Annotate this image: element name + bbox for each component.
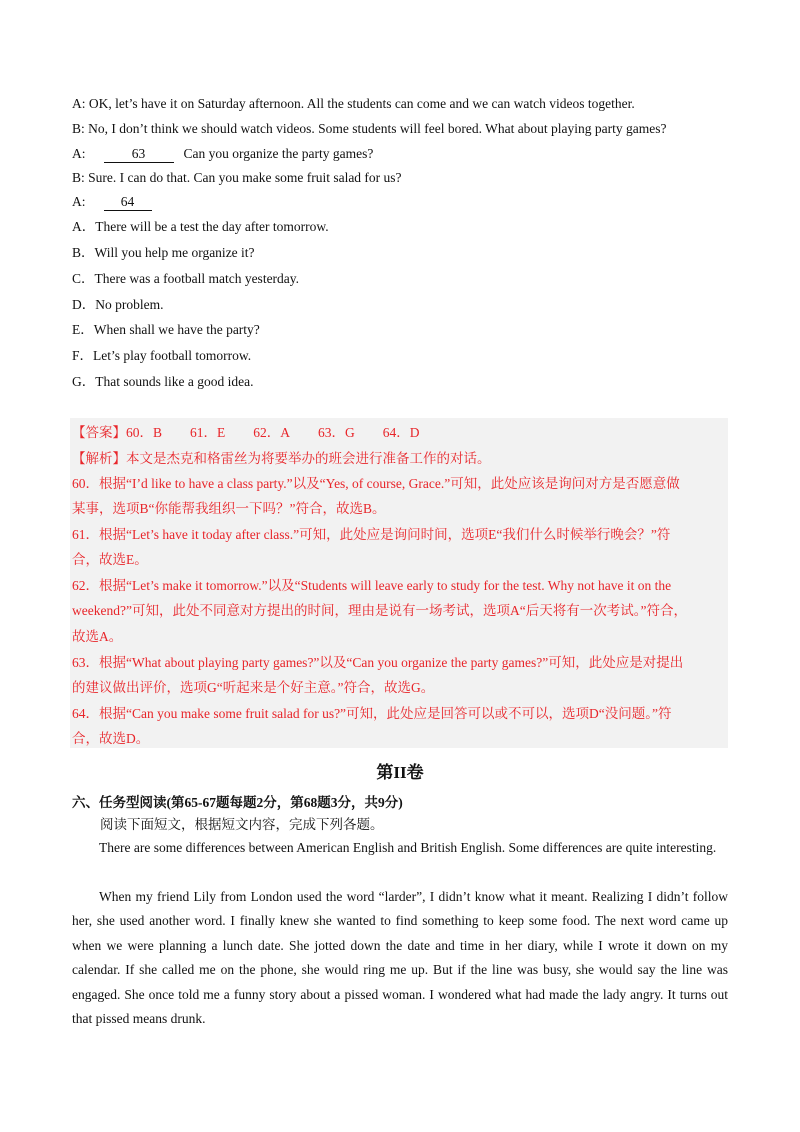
passage-paragraph: [72, 885, 728, 1031]
dialogue-line: B: No, I don’t think we should watch videos. Some students will feel bored. What about playing party games?: [72, 121, 667, 136]
analysis-line: 64．根据“Can you make some fruit salad for us?”可知，此处应是回答可以或不可以，选项D“没问题。”符: [72, 706, 672, 721]
answer-item: 63．G: [318, 425, 355, 440]
answer-item: 62．A: [253, 425, 291, 440]
analysis-line: 62．根据“Let’s make it tomorrow.”以及“Students will leave early to study for the test. Why not have it on the: [72, 578, 672, 593]
analysis-line: 61．根据“Let’s have it today after class.”可知，此处应是询问时间，选项E“我们什么时候举行晚会？”符: [72, 527, 671, 542]
dialogue-line: [72, 145, 373, 163]
analysis-line: 合，故选D。: [72, 731, 150, 746]
answer-line: [72, 424, 448, 442]
passage-paragraph: [72, 836, 728, 860]
blank-64: 64: [104, 194, 152, 211]
analysis-line: 某事，选项B“你能帮我组织一下吗？”符合，故选B。: [72, 501, 386, 516]
analysis-line: weekend?”可知，此处不同意对方提出的时间，理由是说有一场考试，选项A“后天将有一次考试。”符合，: [72, 603, 687, 618]
option-e: E．When shall we have the party?: [72, 322, 260, 337]
section-title: 第II卷: [376, 763, 424, 782]
analysis-line: 60．根据“I’d like to have a class party.”以及“Yes, of course, Grace.”可知，此处应该是询问对方是否愿意做: [72, 476, 680, 491]
answer-item: 64．D: [382, 425, 420, 440]
answer-label: 【答案】: [72, 425, 126, 440]
blank-63: 63: [104, 146, 174, 163]
paragraph-text: There are some differences between American English and British English. Some differences are quite interesting.: [99, 840, 717, 855]
analysis-line: 【解析】本文是杰克和格雷丝为将要举办的班会进行准备工作的对话。: [72, 451, 491, 466]
option-a: A．There will be a test the day after tomorrow.: [72, 219, 329, 234]
option-g: G．That sounds like a good idea.: [72, 374, 254, 389]
option-c: C．There was a football match yesterday.: [72, 271, 300, 286]
paragraph-text: When my friend Lily from London used the word “larder”, I didn’t know what it meant. Realizing I didn’t follow her, she used another word. I finally knew she wanted to find something to keep some food. The next word came up when we were planning a lunch date. She jotted down the date and time in her diary, while I wrote it down on my calendar. If she called me on the phone, she would ring me up. But if the line was busy, she would say the line was engaged. She once told me a funny story about a pissed woman. I wondered what had made the lady angry. It turns out that pissed means drunk.: [72, 889, 728, 1027]
dialogue-text: Can you organize the party games?: [183, 146, 374, 161]
option-d: D．No problem.: [72, 297, 164, 312]
analysis-line: 合，故选E。: [72, 552, 148, 567]
instruction: 阅读下面短文，根据短文内容，完成下列各题。: [100, 817, 384, 832]
option-f: F．Let’s play football tomorrow.: [72, 348, 252, 363]
section-heading: 六、任务型阅读(第65-67题每题2分，第68题3分，共9分): [72, 795, 403, 810]
dialogue-line: A: OK, let’s have it on Saturday afternoon. All the students can come and we can watch videos together.: [72, 96, 635, 111]
speaker-label: A:: [72, 194, 86, 209]
speaker-label: A:: [72, 146, 86, 161]
dialogue-line: [72, 193, 162, 211]
answer-item: 61．E: [190, 425, 226, 440]
analysis-line: 的建议做出评价，选项G“听起来是个好主意。”符合，故选G。: [72, 680, 435, 695]
analysis-line: 故选A。: [72, 629, 123, 644]
option-b: B．Will you help me organize it?: [72, 245, 255, 260]
dialogue-line: B: Sure. I can do that. Can you make some fruit salad for us?: [72, 170, 402, 185]
answer-item: 60．B: [126, 425, 163, 440]
analysis-line: 63．根据“What about playing party games?”以及“Can you organize the party games?”可知，此处应是对提出: [72, 655, 684, 670]
